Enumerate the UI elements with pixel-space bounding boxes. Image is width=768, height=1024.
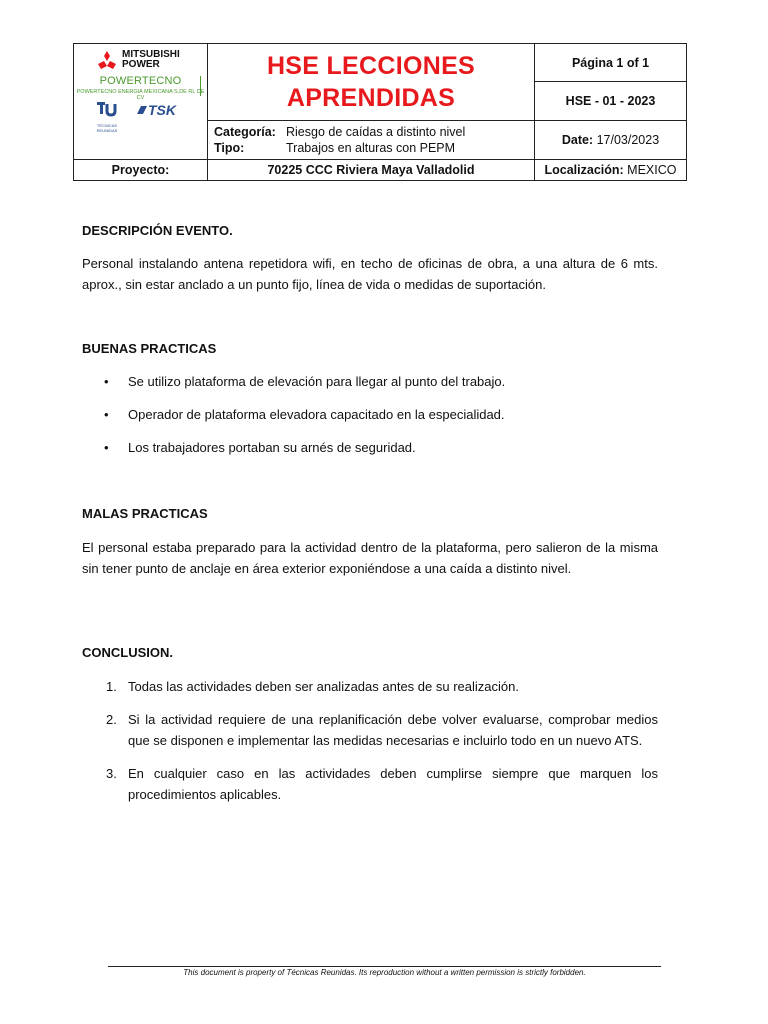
type-value: Trabajos en alturas con PEPM (286, 141, 456, 155)
location-cell (535, 160, 687, 181)
header-table (73, 43, 687, 181)
tecnicas-reunidas-logo (90, 100, 124, 133)
document-title-line2: APRENDIDAS (286, 84, 456, 112)
page-number: Página 1 of 1 (571, 55, 650, 70)
location-value: MEXICO (627, 163, 677, 177)
list-item-text: Si la actividad requiere de una replanificación debe volver evaluarse, comprobar medios que se disponen e implementar las medidas necesarias e incluirlo todo en un nuevo ATS. (128, 712, 658, 748)
mitsubishi-diamonds-icon (96, 51, 118, 69)
bullet-icon: • (104, 407, 109, 422)
conclusion-heading: CONCLUSION. (82, 645, 173, 660)
good-practices-heading: BUENAS PRACTICAS (82, 341, 217, 356)
bullet-icon: • (104, 440, 109, 455)
tsk-emblem-icon (136, 105, 148, 115)
logo-block (74, 44, 208, 160)
list-item (82, 709, 658, 751)
bad-practices-heading: MALAS PRACTICAS (82, 506, 208, 521)
list-item-text: Operador de plataforma elevadora capacitado en la especialidad. (128, 407, 505, 422)
good-practices-list (82, 371, 658, 458)
page-number-cell (535, 44, 687, 82)
doc-code-cell (535, 82, 687, 121)
tsk-logo (136, 102, 176, 118)
bullet-icon: • (104, 374, 109, 389)
powertecno-logo: POWERTECNO (99, 75, 182, 87)
list-item (82, 404, 658, 425)
powertecno-subtitle: POWERTECNO ENERGIA MEXICANA S.DE RL DE CV (76, 89, 205, 101)
mitsubishi-text: MITSUBISHI (122, 49, 180, 60)
list-number: 3. (106, 766, 117, 781)
list-item (82, 676, 658, 697)
date-value: 17/03/2023 (596, 133, 660, 147)
category-value: Riesgo de caídas a distinto nivel (286, 125, 466, 139)
mitsubishi-power-logo (96, 50, 180, 70)
list-item (82, 371, 658, 392)
list-item-text: En cualquier caso en las actividades deben cumplirse siempre que marquen los procedimientos aplicables. (128, 766, 658, 802)
list-item-text: Los trabajadores portaban su arnés de seguridad. (128, 440, 416, 455)
footer-disclaimer: This document is property of Técnicas Reunidas. Its reproduction without a written permission is strictly forbidden. (183, 968, 586, 977)
date-cell (535, 121, 687, 160)
project-value: 70225 CCC Riviera Maya Valladolid (267, 163, 475, 177)
list-item (82, 763, 658, 805)
description-text: Personal instalando antena repetidora wifi, en techo de oficinas de obra, a una altura de 6 mts. aprox., sin estar anclado a un punto fijo, línea de vida o medidas de suportación. (82, 256, 658, 292)
document-title-line1: HSE LECCIONES (266, 52, 476, 80)
list-number: 2. (106, 712, 117, 727)
list-item-text: Todas las actividades deben ser analizadas antes de su realización. (128, 679, 519, 694)
location-label: Localización: (544, 163, 624, 177)
list-number: 1. (106, 679, 117, 694)
footer-divider (108, 966, 661, 967)
bad-practices-text: El personal estaba preparado para la actividad dentro de la plataforma, pero salieron de la misma sin tener punto de anclaje en área exterior exponiéndose a una caída a distinto nivel. (82, 540, 658, 576)
title-cell (208, 44, 535, 121)
list-item (82, 437, 658, 458)
category-cell (208, 121, 535, 160)
conclusion-list (82, 676, 658, 805)
project-label-cell (74, 160, 208, 181)
tr-subtitle: TÉCNICAS REUNIDAS (96, 123, 118, 133)
list-item-text: Se utilizo plataforma de elevación para llegar al punto del trabajo. (128, 374, 506, 389)
description-heading: DESCRIPCIÓN EVENTO. (82, 223, 233, 238)
project-label: Proyecto: (111, 163, 170, 177)
date-label: Date: (561, 133, 594, 147)
power-text: POWER (122, 59, 160, 70)
project-value-cell (208, 160, 535, 181)
tr-emblem-icon (95, 100, 119, 118)
category-label: Categoría: (214, 125, 276, 139)
tsk-text: TSK (148, 102, 176, 118)
type-label: Tipo: (214, 141, 245, 155)
doc-code: HSE - 01 - 2023 (565, 94, 656, 108)
